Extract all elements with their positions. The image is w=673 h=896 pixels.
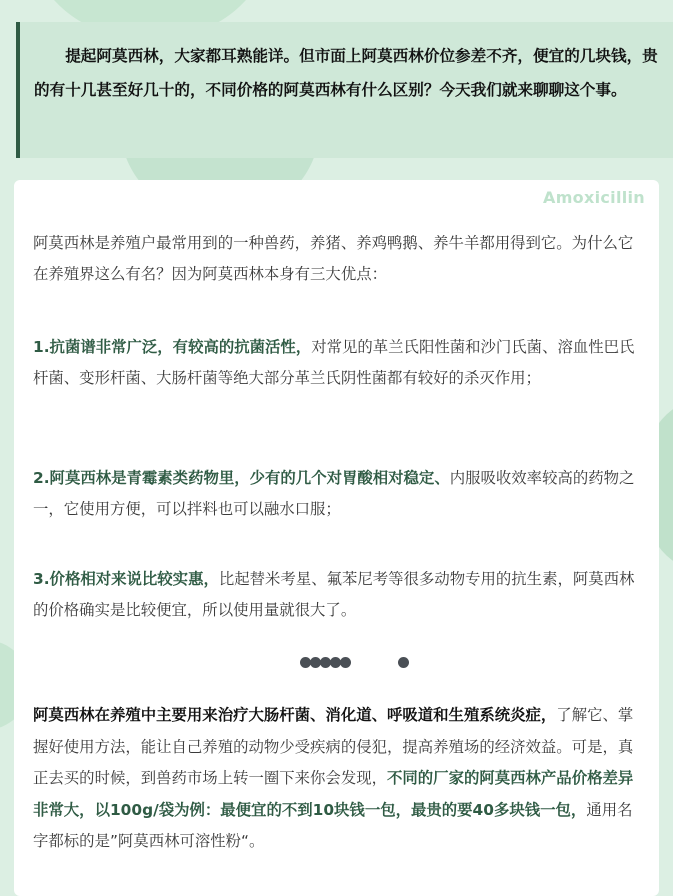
- intro-text: 提起阿莫西林，大家都耳熟能详。但市面上阿莫西林价位参差不齐，便宜的几块钱，贵的有十几甚至好几十的，不同价格的阿莫西林有什么区别？今天我们就来聊聊这个事。: [34, 47, 658, 99]
- advantage-2-title: 2.阿莫西林是青霉素类药物里，少有的几个对胃酸相对稳定、: [33, 469, 450, 487]
- advantage-1: [33, 332, 645, 393]
- usage-text-end: 通用名字都标的是”阿莫西林可溶性粉“。: [33, 800, 633, 850]
- separator-dot: [398, 657, 409, 668]
- separator-dots: [300, 655, 420, 669]
- usage-text: 了解它、掌握好使用方法，能让自己养殖的动物少受疾病的侵犯，提高养殖场的经济效益。可是，真正去买的时候，到兽药市场上转一圈下来你会发现，: [33, 706, 634, 787]
- price-difference-bold: 不同的厂家的阿莫西林产品价格差异非常大，以100g/袋为例：最便宜的不到10块钱一包，最贵的要40多块钱一包，: [33, 769, 634, 819]
- paragraph-intro: 阿莫西林是养殖户最常用到的一种兽药，养猪、养鸡鸭鹅、养牛羊都用得到它。为什么它在养殖界这么有名？因为阿莫西林本身有三大优点：: [33, 234, 634, 283]
- usage-bold: 阿莫西林在养殖中主要用来治疗大肠杆菌、消化道、呼吸道和生殖系统炎症，: [33, 706, 557, 724]
- advantage-1-title: 1.抗菌谱非常广泛，有较高的抗菌活性，: [33, 338, 312, 356]
- advantage-3-title: 3.价格相对来说比较实惠，: [33, 570, 219, 588]
- advantage-2: [33, 463, 645, 524]
- advantage-1-text: 对常见的革兰氏阳性菌和沙门氏菌、溶血性巴氏杆菌、变形杆菌、大肠杆菌等绝大部分革兰氏阴性菌都有较好的杀灭作用；: [33, 338, 635, 387]
- separator-dot: [340, 657, 351, 668]
- advantage-3-text: 比起替米考星、氟苯尼考等很多动物专用的抗生素，阿莫西林的价格确实是比较便宜，所以使用量就很大了。: [33, 570, 635, 619]
- intro-quote-block: [16, 22, 673, 158]
- article-card: [14, 180, 659, 896]
- advantage-2-text: 内服吸收效率较高的药物之一，它使用方便，可以拌料也可以融水口服；: [33, 469, 635, 518]
- advantage-3: [33, 564, 645, 625]
- paragraph-usage: [33, 700, 645, 858]
- card-tag: Amoxicillin: [543, 188, 645, 207]
